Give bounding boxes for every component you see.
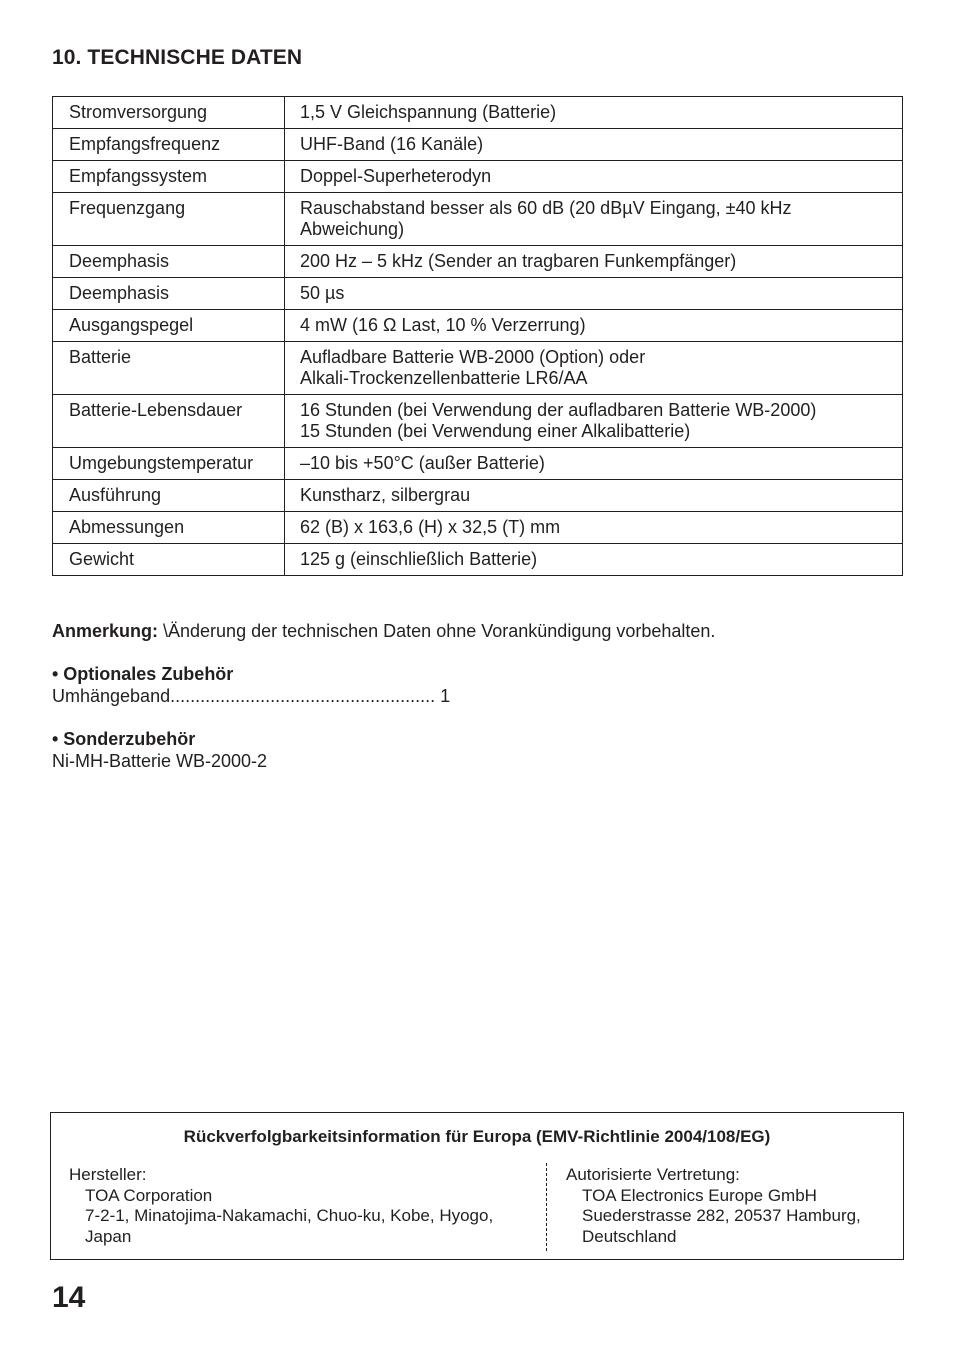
spec-key: Deemphasis (53, 246, 285, 278)
spec-key: Ausgangspegel (53, 310, 285, 342)
spec-key: Batterie (53, 342, 285, 395)
representative-line: Deutschland (582, 1226, 677, 1246)
spec-key: Empfangsfrequenz (53, 129, 285, 161)
spec-row (53, 480, 903, 512)
manufacturer-block (69, 1165, 539, 1247)
spec-value-line: UHF-Band (16 Kanäle) (300, 134, 484, 154)
spec-row (53, 512, 903, 544)
spec-value-line: Abweichung) (300, 219, 405, 239)
manufacturer-line: 7-2-1, Minatojima-Nakamachi, Chuo-ku, Kobe, Hyogo, (85, 1206, 494, 1225)
spec-value (285, 480, 903, 512)
representative-line: TOA Electronics Europe GmbH (582, 1185, 817, 1205)
spec-value-line: –10 bis +50°C (außer Batterie) (300, 453, 545, 473)
spec-key: Empfangssystem (53, 161, 285, 193)
note (52, 621, 715, 642)
spec-value-line: Alkali-Trockenzellenbatterie LR6/AA (300, 368, 588, 388)
spec-value-line: 16 Stunden (bei Verwendung der aufladbaren Batterie WB-2000) (300, 400, 817, 420)
spec-value (285, 342, 903, 395)
spec-value (285, 246, 903, 278)
spec-row (53, 395, 903, 448)
spec-value (285, 395, 903, 448)
spec-value-line: 50 µs (300, 283, 345, 303)
special-accessories-heading: • Sonderzubehör (52, 729, 196, 749)
page-number: 14 (52, 1281, 86, 1314)
spec-value-line: Kunstharz, silbergrau (300, 485, 471, 505)
spec-value (285, 97, 903, 129)
spec-key: Abmessungen (53, 512, 285, 544)
spec-value-line: Doppel-Superheterodyn (300, 166, 492, 186)
spec-key: Umgebungstemperatur (53, 448, 285, 480)
spec-row (53, 310, 903, 342)
spec-value (285, 310, 903, 342)
spec-value-line: Rauschabstand besser als 60 dB (20 dBµV Eingang, ±40 kHz (300, 198, 792, 218)
optional-accessories-heading: • Optionales Zubehör (52, 664, 234, 684)
spec-value (285, 544, 903, 576)
spec-row (53, 544, 903, 576)
spec-value (285, 129, 903, 161)
spec-row (53, 97, 903, 129)
spec-key: Batterie-Lebensdauer (53, 395, 285, 448)
spec-key: Gewicht (53, 544, 285, 576)
eu-traceability-box (50, 1112, 904, 1260)
manufacturer-line: TOA Corporation (85, 1185, 213, 1205)
representative-line: Suederstrasse 282, 20537 Hamburg, (582, 1206, 861, 1225)
manufacturer-line: Japan (85, 1226, 132, 1246)
spec-row (53, 246, 903, 278)
spec-value-line: Aufladbare Batterie WB-2000 (Option) oder (300, 347, 646, 367)
special-accessories-item: Ni-MH-Batterie WB-2000-2 (52, 751, 268, 771)
spec-value-line: 4 mW (16 Ω Last, 10 % Verzerrung) (300, 315, 586, 335)
optional-accessories-item: Umhängeband..................................................... 1 (52, 686, 451, 706)
spec-value-line: 200 Hz – 5 kHz (Sender an tragbaren Funkempfänger) (300, 251, 737, 271)
spec-key: Stromversorgung (53, 97, 285, 129)
spec-value-line: 125 g (einschließlich Batterie) (300, 549, 538, 569)
spec-row (53, 342, 903, 395)
spec-row (53, 129, 903, 161)
note-text: \Änderung der technischen Daten ohne Vorankündigung vorbehalten. (158, 621, 716, 641)
spec-key: Ausführung (53, 480, 285, 512)
spec-row (53, 278, 903, 310)
spec-key: Frequenzgang (53, 193, 285, 246)
spec-table-body (53, 97, 903, 576)
eu-traceability-title: Rückverfolgbarkeitsinformation für Europa (EMV-Richtlinie 2004/108/EG) (183, 1127, 771, 1146)
note-label: Anmerkung: (52, 621, 159, 641)
spec-key: Deemphasis (53, 278, 285, 310)
spec-value-line: 1,5 V Gleichspannung (Batterie) (300, 102, 557, 122)
spec-value (285, 448, 903, 480)
representative-block (566, 1165, 896, 1247)
page-title: 10. TECHNISCHE DATEN (52, 46, 303, 69)
spec-row (53, 448, 903, 480)
spec-value (285, 512, 903, 544)
column-divider (546, 1163, 547, 1251)
spec-row (53, 193, 903, 246)
spec-value-line: 62 (B) x 163,6 (H) x 32,5 (T) mm (300, 517, 561, 537)
spec-value (285, 278, 903, 310)
manufacturer-label: Hersteller: (69, 1165, 147, 1184)
spec-table (52, 96, 903, 576)
spec-value (285, 193, 903, 246)
spec-row (53, 161, 903, 193)
representative-label: Autorisierte Vertretung: (566, 1165, 740, 1184)
spec-value (285, 161, 903, 193)
spec-value-line: 15 Stunden (bei Verwendung einer Alkalibatterie) (300, 421, 691, 441)
